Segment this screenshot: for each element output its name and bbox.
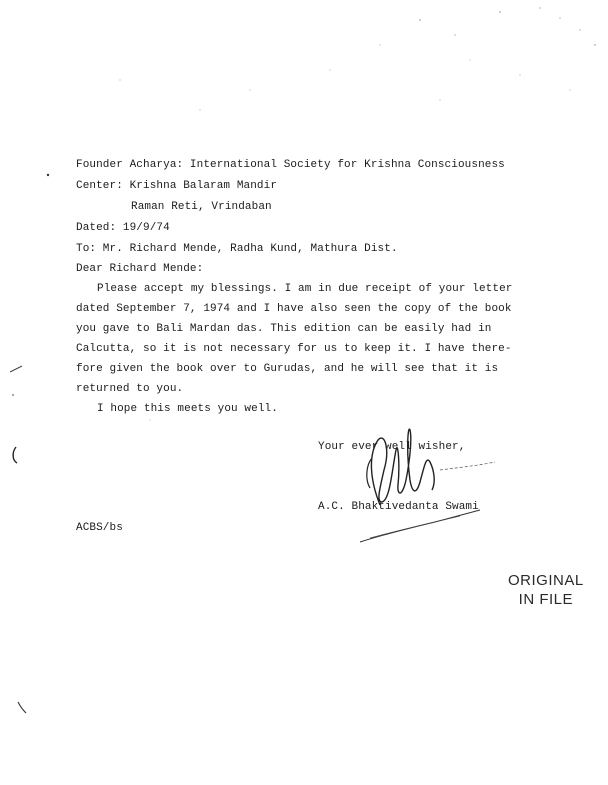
reference-initials: ACBS/bs bbox=[76, 522, 123, 534]
body-line: Please accept my blessings. I am in due receipt of your letter bbox=[97, 283, 513, 295]
body-line: Calcutta, so it is not necessary for us to keep it. I have there- bbox=[76, 343, 512, 355]
signatory-name: A.C. Bhaktivedanta Swami bbox=[318, 501, 479, 513]
date-line: Dated: 19/9/74 bbox=[76, 222, 170, 234]
founder-line: Founder Acharya: International Society for Krishna Consciousness bbox=[76, 159, 505, 171]
center-line: Center: Krishna Balaram Mandir bbox=[76, 180, 278, 192]
valediction: Your ever well wisher, bbox=[318, 441, 466, 453]
body-line: returned to you. bbox=[76, 383, 184, 395]
address-line: Raman Reti, Vrindaban bbox=[131, 201, 272, 213]
body-line: fore given the book over to Gurudas, and he will see that it is bbox=[76, 363, 499, 375]
body-line: you gave to Bali Mardan das. This edition can be easily had in bbox=[76, 323, 492, 335]
salutation: Dear Richard Mende: bbox=[76, 263, 204, 275]
stamp-line-1: ORIGINAL bbox=[508, 572, 584, 589]
body-line: dated September 7, 1974 and I have also seen the copy of the book bbox=[76, 303, 512, 315]
closing-line: I hope this meets you well. bbox=[97, 403, 278, 415]
stamp-line-2: IN FILE bbox=[518, 591, 574, 608]
recipient-line: To: Mr. Richard Mende, Radha Kund, Mathura Dist. bbox=[76, 243, 398, 255]
